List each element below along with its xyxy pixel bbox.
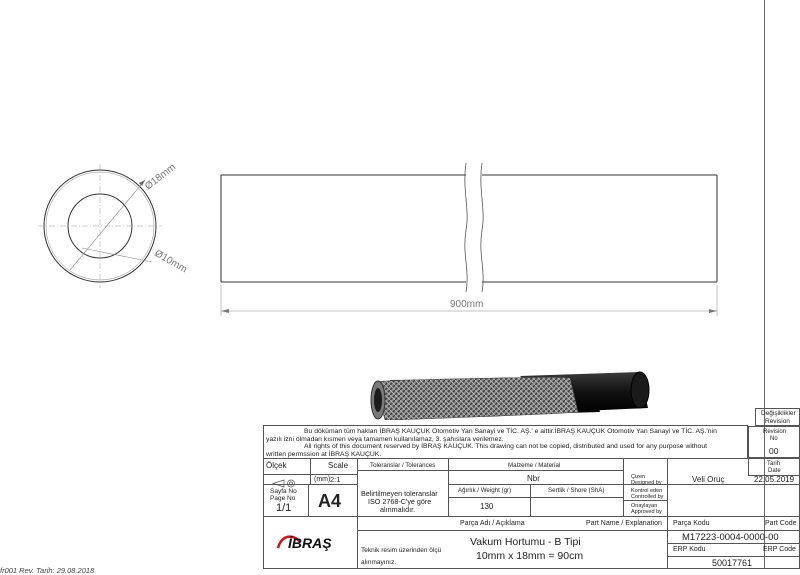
dim-length-label: 900mm [450, 299, 484, 310]
scale-label-en: Scale [328, 461, 349, 470]
revision-no-label2: No [770, 436, 778, 442]
svg-text:İBRAŞ: İBRAŞ [288, 535, 332, 551]
erp-label-tr: ERP Kodu [673, 546, 706, 553]
notice-en-line1: All rights of this document reserved by İBRAŞ KAUÇUK. This drawing can not be copied, distributed and used for any purpose without [304, 443, 707, 450]
note-line1: Teknik resim üzerinden ölçü [361, 547, 442, 554]
designed-label2: Designed by [631, 480, 662, 486]
approved-label2: Approved by [631, 509, 662, 515]
paper-size: A4 [318, 491, 342, 511]
part-code-label-en: Part Code [765, 520, 797, 527]
revision-changes-label-en: Revision [765, 418, 790, 425]
tolerance-text3: alınmalıdır. [380, 505, 416, 514]
tolerance-text1: Belirtilmeyen toleranslar [361, 489, 438, 498]
sheet-value: 1/1 [276, 502, 292, 514]
dim-inner-label: Ø10mm [152, 248, 189, 276]
erp-label-en: ERP Code [763, 546, 796, 553]
part-name-label-tr: Parça Adı / Açıklama [460, 520, 525, 527]
units-label: (mm) [314, 476, 331, 483]
part-code-label-tr: Parça Kodu [673, 520, 710, 527]
revision-no-value: 00 [769, 446, 779, 456]
revision-header [755, 408, 800, 426]
scale-value: 2:1 [330, 475, 341, 484]
weight-header: Ağırlık / Weight (gr) [458, 487, 512, 494]
sheet-label-tr: Sayfa No [270, 488, 297, 495]
dim-outer-label: Ø18mm [143, 161, 178, 193]
approved-label1: Onaylayan [631, 503, 658, 509]
company-logo [276, 532, 346, 557]
designer-name: Veli Oruç [692, 475, 725, 484]
notice-tr-line1: Bu döküman tüm hakları İBRAŞ KAUÇUK Otomotiv Yan Sanayi ve TİC. AŞ.' e aittir.İBRAŞ KAUÇUK Otomotiv Yan Sanayi ve TİC. AŞ.'nin [304, 428, 717, 435]
weight-value: 130 [480, 502, 494, 511]
ibras-logo-icon [276, 532, 346, 552]
side-view [221, 163, 717, 292]
controlled-label1: Kontrol eden [631, 488, 663, 494]
hose-3d-render [371, 372, 649, 420]
notice-en-line2: written permssion at İBRAŞ KAUÇUK. [266, 451, 382, 458]
copyright-notice [263, 425, 748, 458]
tolerance-text2: ISO 2768-C'ye göre [368, 497, 432, 506]
part-code-value: M17223-0004-0000-00 [682, 532, 779, 543]
part-name-label-en: Part Name / Explanation [586, 520, 662, 527]
tolerance-header: Toleranslar / Tolerances [370, 462, 436, 469]
controlled-label2: Controlled by [631, 494, 664, 500]
designed-label1: Çizen [631, 474, 646, 480]
revision-changes-label: Değişiklikler [761, 410, 796, 417]
hardness-header: Sertlik / Shore (ShA) [548, 487, 605, 494]
material-header: Malzeme / Material [508, 462, 561, 469]
revision-no-cell [748, 426, 800, 458]
form-reference: fr001 Rev. Tarih: 29.08.2018 [0, 566, 95, 575]
part-name-line1: Vakum Hortumu - B Tipi [470, 536, 581, 548]
revision-date-label: Tarih [767, 461, 781, 467]
revision-date-label2: Date [768, 468, 781, 474]
sheet-label-en: Page No [270, 495, 296, 502]
material-value: Nbr [527, 474, 540, 483]
dimension-length [221, 285, 717, 316]
scale-label-tr: Ölçek [266, 461, 287, 470]
dimension-outer-diameter [143, 162, 178, 193]
design-date: 22.05.2019 [754, 475, 795, 484]
notice-tr-line2: yazılı izni olmadan kısmen veya tamamen kullanılamaz, 3. şahıslara verilemez. [266, 436, 504, 443]
part-name-line2: 10mm x 18mm = 90cm [476, 550, 584, 562]
note-line2: alınmayınız. [361, 559, 397, 566]
dimension-inner-diameter [153, 248, 189, 275]
revision-no-label: Revision [763, 429, 787, 435]
erp-code-value: 50017761 [712, 558, 753, 568]
